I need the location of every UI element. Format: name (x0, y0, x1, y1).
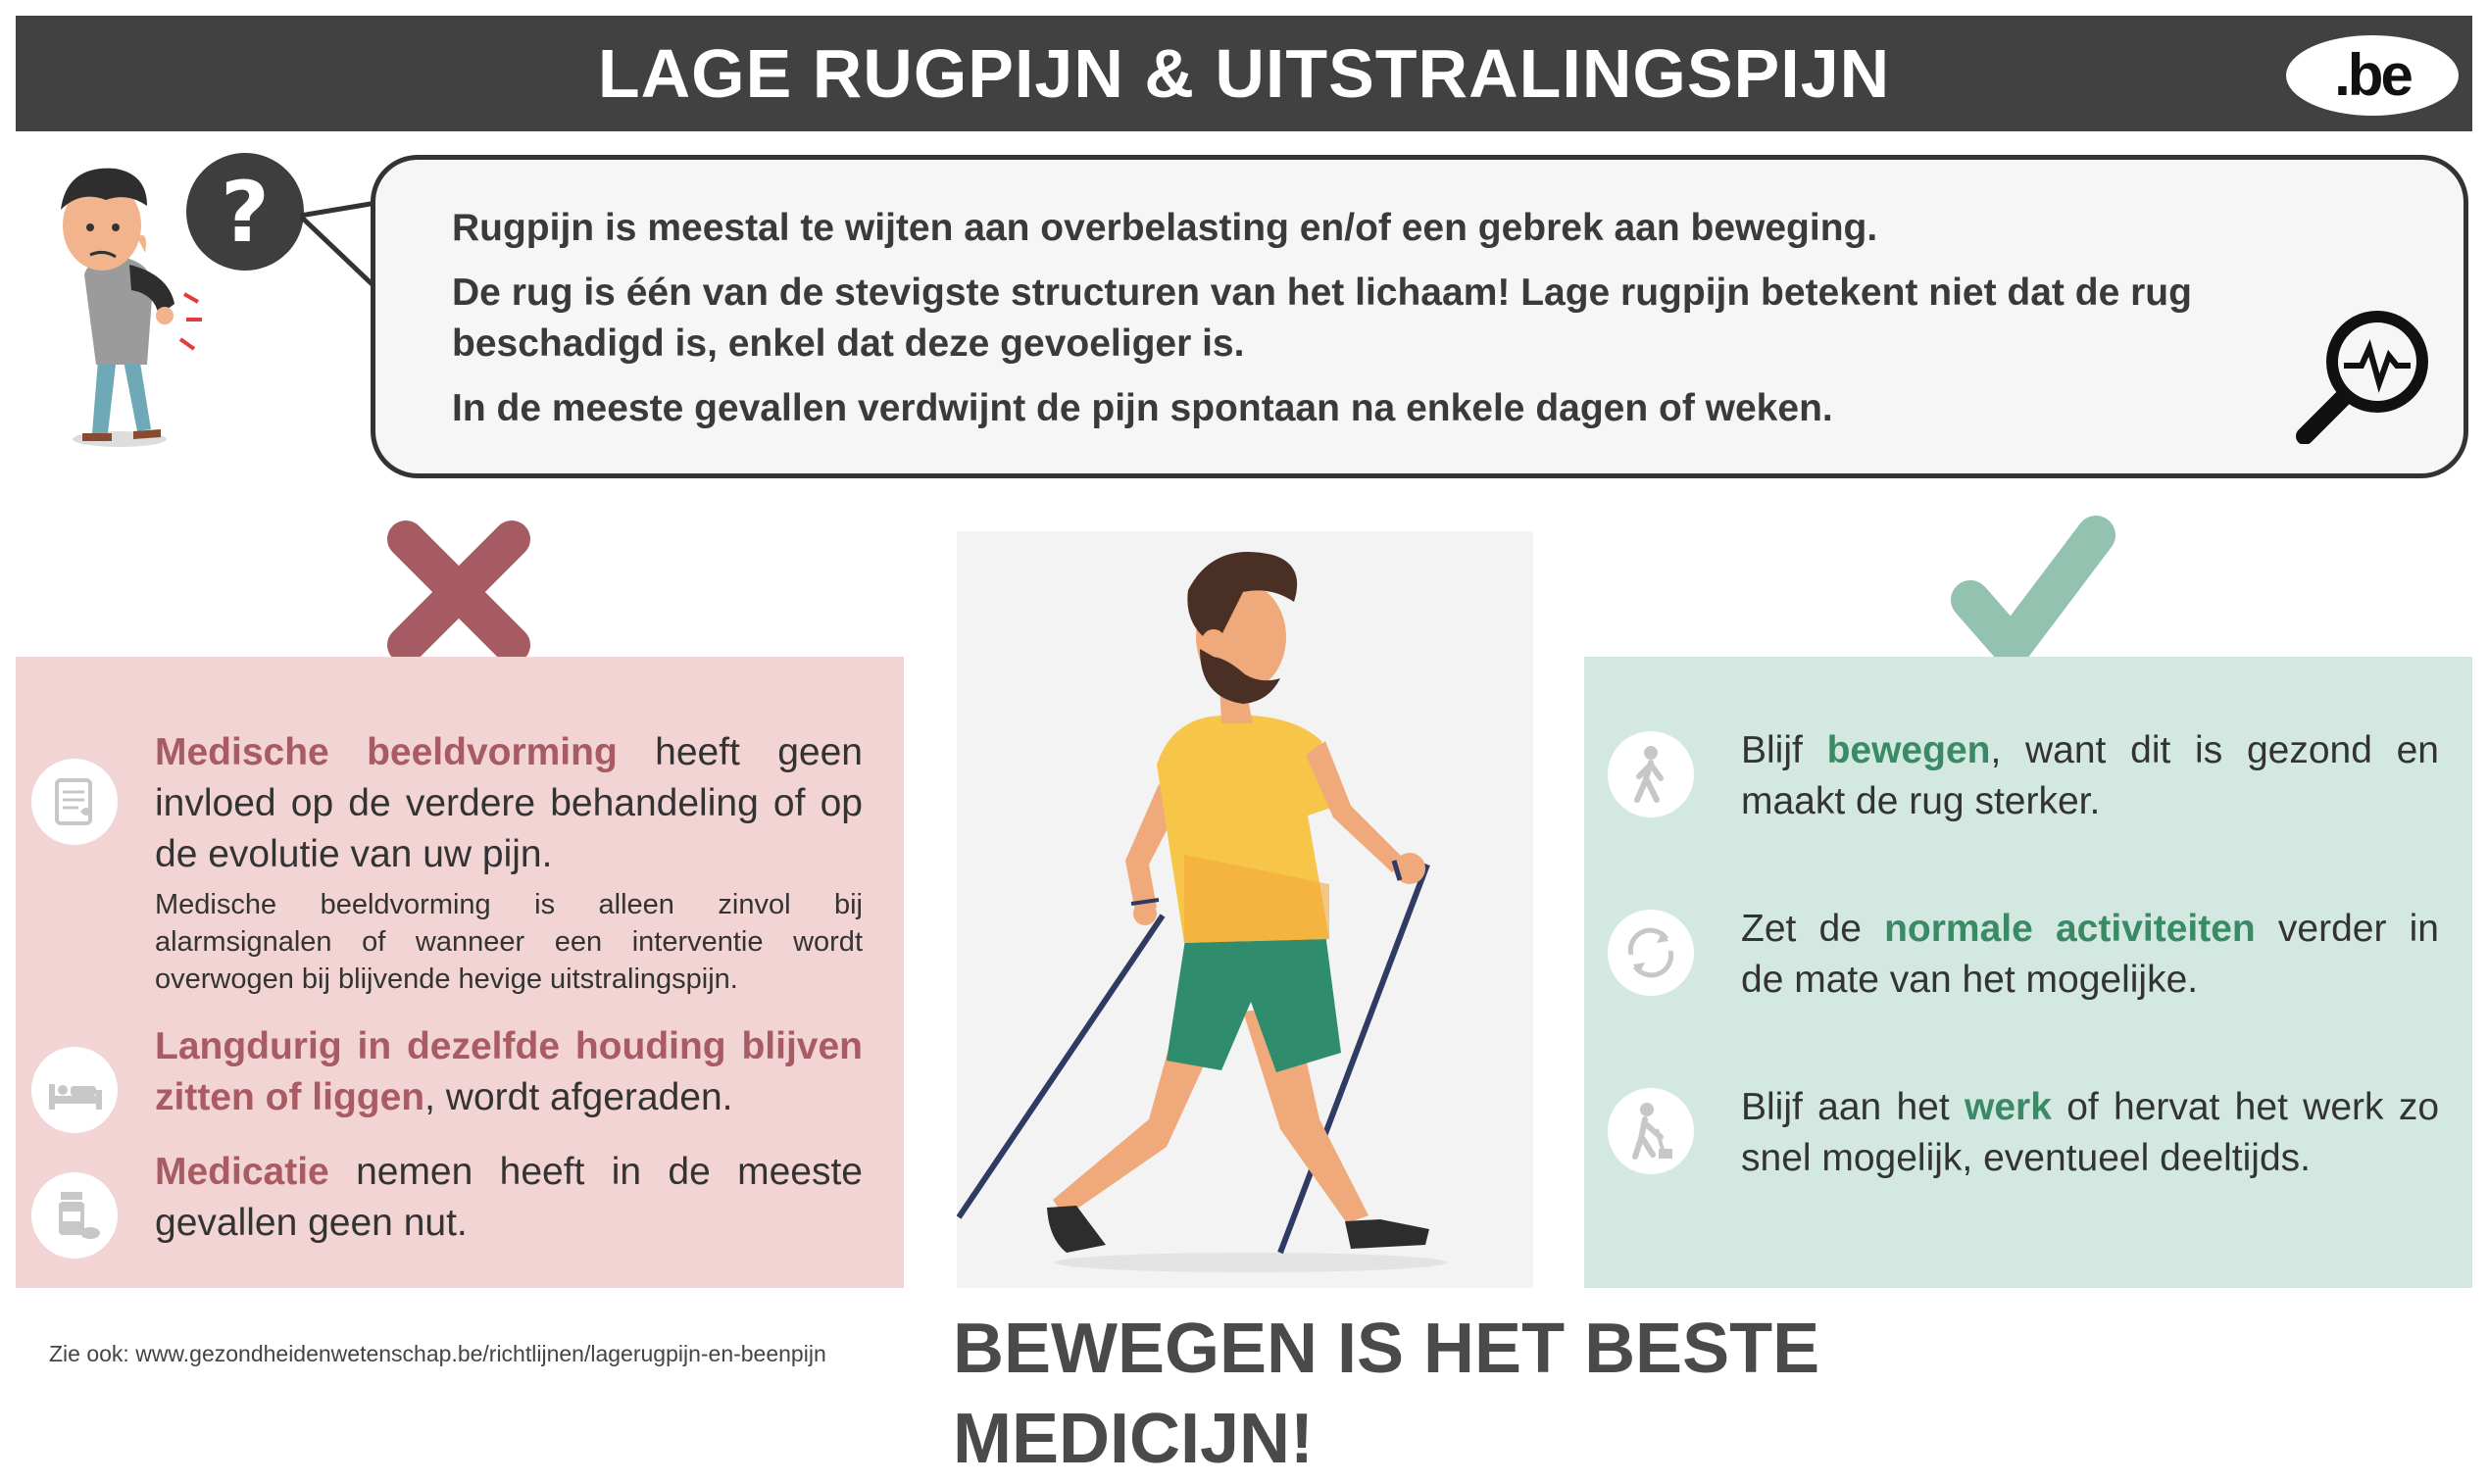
intro-line-3: beschadigd is, enkel dat deze gevoeliger is. (452, 322, 1245, 365)
worker-icon (1608, 1088, 1694, 1174)
dont-item-posture: Langdurig in dezelfde houding blijven zitten of liggen, wordt afgeraden. (155, 1025, 863, 1118)
cross-icon (378, 512, 539, 672)
do-panel (1584, 657, 2472, 1288)
dont-panel (16, 657, 904, 1288)
info-bubble (371, 155, 2468, 478)
be-logo: .be (2286, 35, 2459, 116)
walking-icon (1608, 731, 1694, 817)
intro-line-4: In de meeste gevallen verdwijnt de pijn spontaan na enkele dagen of weken. (452, 387, 1833, 429)
do-item-work: Blijf aan het werk of hervat het werk zo snel mogelijk, eventueel deeltijds. (1741, 1086, 2440, 1179)
dont-item-imaging: Medische beeldvorming heeft geen invloed op de verdere behandeling of op de evolutie van uw pijn. Medische beeldvorming is alleen zinvol bij alarmsignalen of wanneer een interventie wordt overwogen bij blijvende hevige uitstralingspijn. (155, 731, 863, 995)
medical-imaging-icon (31, 759, 118, 845)
refresh-icon (1608, 910, 1694, 996)
dont-item-medication: Medicatie nemen heeft in de meeste gevallen geen nut. (155, 1151, 863, 1244)
do-item-activities: Zet de normale activiteiten verder in de mate van het mogelijke. (1741, 908, 2439, 1001)
motto-heading: BEWEGEN IS HET BESTE MEDICIJN! (953, 1310, 1820, 1478)
do-item-move: Blijf bewegen, want dit is gezond en maakt de rug sterker. (1741, 729, 2439, 822)
intro-line-1: Rugpijn is meestal te wijten aan overbelasting en/of een gebrek aan beweging. (452, 207, 1878, 249)
svg-text:?: ? (221, 164, 270, 262)
page-title: LAGE RUGPIJN & UITSTRALINGSPIJN (597, 35, 1891, 112)
header-bar (16, 16, 2472, 131)
nordic-walker-illustration (957, 531, 1533, 1288)
bed-icon (31, 1047, 118, 1133)
check-icon (1947, 510, 2119, 676)
medication-icon (31, 1172, 118, 1259)
source-reference: Zie ook: www.gezondheidenwetenschap.be/richtlijnen/lagerugpijn-en-beenpijn (49, 1341, 826, 1366)
magnifier-pulse-icon (2283, 297, 2440, 444)
intro-line-2: De rug is één van de stevigste structuren van het lichaam! Lage rugpijn betekent niet dat de rug (452, 272, 2192, 314)
question-mark-icon (184, 151, 306, 272)
